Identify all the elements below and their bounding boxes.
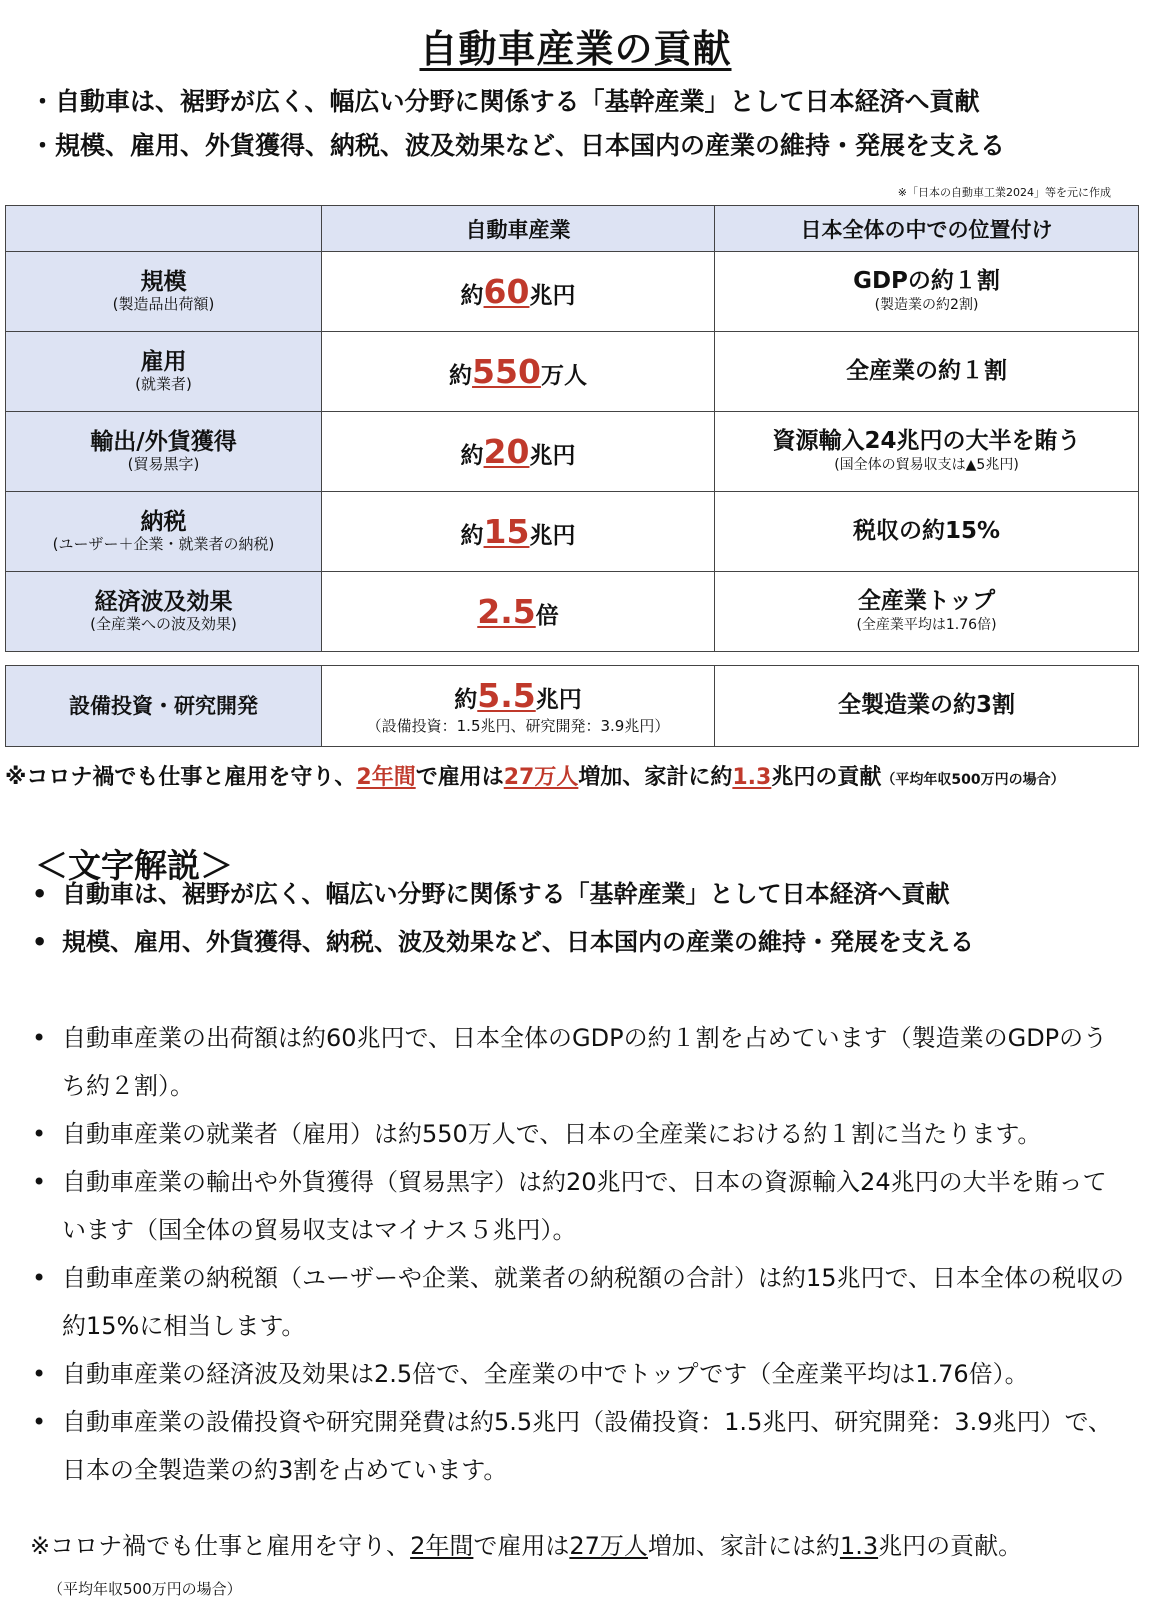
highlight-number: 5.5 <box>477 676 536 715</box>
list-item: • 自動車産業の納税額（ユーザーや企業、就業者の納税額の合計）は約15兆円で、日本全体の税収の約15%に相当します。 <box>30 1254 1130 1350</box>
row-label: 納税 <box>140 508 187 535</box>
value-cell: 約5.5兆円 （設備投資：1.5兆円、研究開発：3.9兆円） <box>322 666 715 747</box>
investment-table <box>5 665 1139 747</box>
row-header <box>6 412 322 492</box>
row-sublabel: (全産業への波及効果) <box>90 614 237 633</box>
investment-breakdown: （設備投資：1.5兆円、研究開発：3.9兆円） <box>366 717 670 735</box>
summary-line-2: ・規模、雇用、外貨獲得、納税、波及効果など、日本国内の産業の維持・発展を支える <box>30 131 1006 160</box>
row-sublabel: (貿易黒字) <box>127 454 200 473</box>
position-cell: GDPの約１割 (製造業の約2割) <box>715 252 1139 332</box>
row-label: 雇用 <box>140 348 187 375</box>
header-empty <box>6 206 322 252</box>
value-cell: 約15兆円 <box>322 492 715 572</box>
list-item: • 自動車産業の経済波及効果は2.5倍で、全産業の中でトップです（全産業平均は1.76倍）。 <box>30 1350 1130 1398</box>
table-row <box>6 572 1139 652</box>
value-cell: 2.5倍 <box>322 572 715 652</box>
position-cell: 資源輸入24兆円の大半を賄う (国全体の貿易収支は▲5兆円) <box>715 412 1139 492</box>
position-cell: 全製造業の約3割 <box>715 666 1139 747</box>
income-note: （平均年収500万円の場合） <box>48 1580 242 1598</box>
list-item: • 自動車産業の出荷額は約60兆円で、日本全体のGDPの約１割を占めています（製造業のGDPのうち約２割）。 <box>30 1014 1130 1110</box>
header-position: 日本全体の中での位置付け <box>715 206 1139 252</box>
position-cell: 全産業の約１割 <box>715 332 1139 412</box>
explanation-list <box>30 1014 1130 1494</box>
table-row <box>6 666 1139 747</box>
table-row <box>6 492 1139 572</box>
row-header <box>6 572 322 652</box>
row-label: 輸出/外貨獲得 <box>90 428 237 455</box>
list-item: • 自動車は、裾野が広く、幅広い分野に関係する「基幹産業」として日本経済へ貢献 <box>30 870 1130 918</box>
value-cell: 約20兆円 <box>322 412 715 492</box>
row-sublabel: (就業者) <box>135 374 192 393</box>
table-row <box>6 252 1139 332</box>
page-title: 自動車産業の貢献 <box>419 27 732 71</box>
summary-line-1: ・自動車は、裾野が広く、幅広い分野に関係する「基幹産業」として日本経済へ貢献 <box>30 87 980 116</box>
row-sublabel: (製造品出荷額) <box>112 294 215 313</box>
row-header <box>6 252 322 332</box>
highlight-number: 15 <box>483 512 530 551</box>
list-item: • 自動車産業の就業者（雇用）は約550万人で、日本の全産業における約１割に当たります。 <box>30 1110 1130 1158</box>
row-label: 規模 <box>140 268 187 295</box>
row-header <box>6 332 322 412</box>
highlight-number: 60 <box>483 272 530 311</box>
position-cell: 全産業トップ (全産業平均は1.76倍) <box>715 572 1139 652</box>
table-header-row <box>6 206 1139 252</box>
table-row <box>6 332 1139 412</box>
corona-footnote: ※コロナ禍でも仕事と雇用を守り、2年間で雇用は27万人増加、家計に約1.3兆円の貢献（平均年収500万円の場合） <box>5 765 1065 790</box>
list-item: • 規模、雇用、外貨獲得、納税、波及効果など、日本国内の産業の維持・発展を支える <box>30 918 1130 966</box>
header-auto-industry: 自動車産業 <box>322 206 715 252</box>
position-cell: 税収の約15% <box>715 492 1139 572</box>
value-cell: 約60兆円 <box>322 252 715 332</box>
bold-bullet-list <box>30 870 1130 966</box>
list-item: • 自動車産業の設備投資や研究開発費は約5.5兆円（設備投資：1.5兆円、研究開発：3.9兆円）で、日本の全製造業の約3割を占めています。 <box>30 1398 1130 1494</box>
section-title: ＜文字解説＞ <box>35 846 233 885</box>
value-cell: 約550万人 <box>322 332 715 412</box>
contribution-table <box>5 205 1139 652</box>
row-header <box>6 666 322 747</box>
list-item: • 自動車産業の輸出や外貨獲得（貿易黒字）は約20兆円で、日本の資源輸入24兆円の大半を賄っています（国全体の貿易収支はマイナス５兆円）。 <box>30 1158 1130 1254</box>
highlight-number: 20 <box>483 432 530 471</box>
row-header <box>6 492 322 572</box>
highlight-number: 550 <box>472 352 541 391</box>
corona-footnote-text: ※コロナ禍でも仕事と雇用を守り、2年間で雇用は27万人増加、家計には約1.3兆円の貢献。 <box>30 1532 1023 1560</box>
row-label: 設備投資・研究開発 <box>69 693 258 718</box>
highlight-number: 2.5 <box>477 592 536 631</box>
table-row <box>6 412 1139 492</box>
source-note: ※「日本の自動車工業2024」等を元に作成 <box>897 186 1111 199</box>
row-sublabel: (ユーザー＋企業・就業者の納税) <box>52 534 275 553</box>
row-label: 経済波及効果 <box>94 588 233 615</box>
